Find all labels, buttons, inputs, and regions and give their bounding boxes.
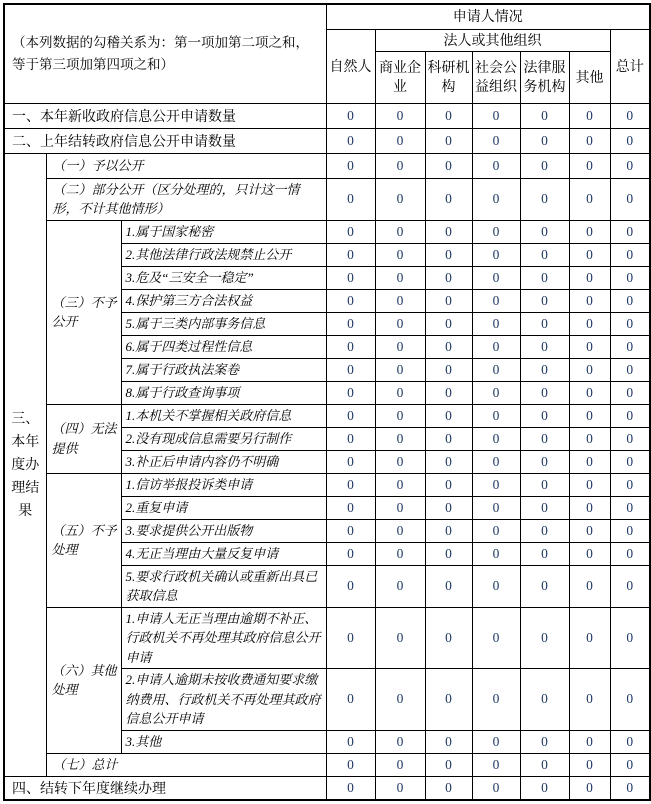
label-not-disclosed-8: 8.属于行政查询事项 xyxy=(121,381,326,404)
value-cell: 0 xyxy=(425,404,472,427)
value-cell: 0 xyxy=(569,381,610,404)
value-cell: 0 xyxy=(472,669,520,731)
value-cell: 0 xyxy=(610,473,650,496)
value-cell: 0 xyxy=(326,669,375,731)
value-cell: 0 xyxy=(520,153,569,178)
value-cell: 0 xyxy=(569,473,610,496)
value-cell: 0 xyxy=(425,358,472,381)
value-cell: 0 xyxy=(569,753,610,776)
value-cell: 0 xyxy=(425,450,472,473)
value-cell: 0 xyxy=(610,128,650,153)
value-cell: 0 xyxy=(425,753,472,776)
label-not-processed-3: 3.要求提供公开出版物 xyxy=(121,519,326,542)
value-cell: 0 xyxy=(326,776,375,800)
value-cell: 0 xyxy=(425,153,472,178)
value-cell: 0 xyxy=(569,519,610,542)
value-cell: 0 xyxy=(610,335,650,358)
value-cell: 0 xyxy=(610,243,650,266)
row-unable-1 xyxy=(4,404,650,427)
value-cell: 0 xyxy=(425,519,472,542)
value-cell: 0 xyxy=(375,473,425,496)
value-cell: 0 xyxy=(610,776,650,800)
header-natural-person: 自然人 xyxy=(326,29,375,103)
header-commercial-enterprise: 商业企业 xyxy=(375,51,425,103)
value-cell: 0 xyxy=(326,178,375,220)
value-cell: 0 xyxy=(569,730,610,753)
row-granted xyxy=(4,153,650,178)
value-cell: 0 xyxy=(472,776,520,800)
value-cell: 0 xyxy=(472,128,520,153)
label-unable-2: 2.没有现成信息需要另行制作 xyxy=(121,427,326,450)
value-cell: 0 xyxy=(425,427,472,450)
value-cell: 0 xyxy=(425,178,472,220)
value-cell: 0 xyxy=(610,753,650,776)
value-cell: 0 xyxy=(425,542,472,565)
value-cell: 0 xyxy=(472,289,520,312)
value-cell: 0 xyxy=(326,153,375,178)
value-cell: 0 xyxy=(472,243,520,266)
value-cell: 0 xyxy=(326,381,375,404)
label-new-requests: 一、本年新收政府信息公开申请数量 xyxy=(4,103,326,128)
value-cell: 0 xyxy=(375,153,425,178)
value-cell: 0 xyxy=(610,496,650,519)
value-cell: 0 xyxy=(425,669,472,731)
value-cell: 0 xyxy=(375,358,425,381)
value-cell: 0 xyxy=(569,153,610,178)
value-cell: 0 xyxy=(326,730,375,753)
value-cell: 0 xyxy=(375,220,425,243)
value-cell: 0 xyxy=(326,128,375,153)
value-cell: 0 xyxy=(326,266,375,289)
value-cell: 0 xyxy=(520,753,569,776)
label-subtotal: （七）总计 xyxy=(46,753,326,776)
value-cell: 0 xyxy=(425,289,472,312)
value-cell: 0 xyxy=(375,335,425,358)
header-research-institution: 科研机构 xyxy=(425,51,472,103)
label-other-processing: （六）其他处理 xyxy=(46,607,121,753)
value-cell: 0 xyxy=(375,496,425,519)
value-cell: 0 xyxy=(472,266,520,289)
value-cell: 0 xyxy=(425,776,472,800)
header-applicant-status: 申请人情况 xyxy=(326,4,650,29)
value-cell: 0 xyxy=(375,565,425,607)
value-cell: 0 xyxy=(326,289,375,312)
label-other-3: 3.其他 xyxy=(121,730,326,753)
value-cell: 0 xyxy=(520,565,569,607)
value-cell: 0 xyxy=(610,669,650,731)
value-cell: 0 xyxy=(520,542,569,565)
value-cell: 0 xyxy=(326,496,375,519)
value-cell: 0 xyxy=(326,607,375,669)
label-unable-3: 3.补正后申请内容仍不明确 xyxy=(121,450,326,473)
label-not-processed-5: 5.要求行政机关确认或重新出具已获取信息 xyxy=(121,565,326,607)
value-cell: 0 xyxy=(425,220,472,243)
value-cell: 0 xyxy=(375,404,425,427)
row-partial xyxy=(4,178,650,220)
value-cell: 0 xyxy=(569,178,610,220)
value-cell: 0 xyxy=(610,519,650,542)
value-cell: 0 xyxy=(375,128,425,153)
label-not-processed: （五）不予处理 xyxy=(46,473,121,607)
value-cell: 0 xyxy=(326,103,375,128)
value-cell: 0 xyxy=(520,178,569,220)
label-not-disclosed-3: 3.危及“三安全一稳定” xyxy=(121,266,326,289)
value-cell: 0 xyxy=(472,178,520,220)
value-cell: 0 xyxy=(425,496,472,519)
value-cell: 0 xyxy=(472,103,520,128)
value-cell: 0 xyxy=(610,103,650,128)
value-cell: 0 xyxy=(610,220,650,243)
value-cell: 0 xyxy=(375,381,425,404)
value-cell: 0 xyxy=(425,381,472,404)
value-cell: 0 xyxy=(472,404,520,427)
value-cell: 0 xyxy=(610,607,650,669)
label-not-disclosed-4: 4.保护第三方合法权益 xyxy=(121,289,326,312)
value-cell: 0 xyxy=(375,730,425,753)
value-cell: 0 xyxy=(472,496,520,519)
row-other-1 xyxy=(4,607,650,669)
value-cell: 0 xyxy=(569,404,610,427)
label-not-processed-1: 1.信访举报投诉类申请 xyxy=(121,473,326,496)
disclosure-request-table xyxy=(3,3,651,801)
value-cell: 0 xyxy=(520,776,569,800)
value-cell: 0 xyxy=(569,128,610,153)
value-cell: 0 xyxy=(472,519,520,542)
value-cell: 0 xyxy=(326,358,375,381)
value-cell: 0 xyxy=(375,542,425,565)
value-cell: 0 xyxy=(326,404,375,427)
label-not-disclosed: （三）不予公开 xyxy=(46,220,121,404)
value-cell: 0 xyxy=(520,669,569,731)
value-cell: 0 xyxy=(425,473,472,496)
label-not-disclosed-2: 2.其他法律行政法规禁止公开 xyxy=(121,243,326,266)
value-cell: 0 xyxy=(472,607,520,669)
label-not-processed-4: 4.无正当理由大量反复申请 xyxy=(121,542,326,565)
value-cell: 0 xyxy=(569,607,610,669)
value-cell: 0 xyxy=(610,730,650,753)
value-cell: 0 xyxy=(520,243,569,266)
value-cell: 0 xyxy=(472,312,520,335)
row-subtotal xyxy=(4,753,650,776)
value-cell: 0 xyxy=(472,358,520,381)
value-cell: 0 xyxy=(569,450,610,473)
label-next-year: 四、结转下年度继续办理 xyxy=(4,776,326,800)
value-cell: 0 xyxy=(472,153,520,178)
value-cell: 0 xyxy=(472,335,520,358)
value-cell: 0 xyxy=(425,128,472,153)
value-cell: 0 xyxy=(375,753,425,776)
header-legal-service-org: 法律服务机构 xyxy=(520,51,569,103)
value-cell: 0 xyxy=(375,669,425,731)
value-cell: 0 xyxy=(569,220,610,243)
label-granted: （一）予以公开 xyxy=(46,153,326,178)
row-not-processed-1 xyxy=(4,473,650,496)
value-cell: 0 xyxy=(520,103,569,128)
value-cell: 0 xyxy=(610,542,650,565)
value-cell: 0 xyxy=(472,427,520,450)
value-cell: 0 xyxy=(569,243,610,266)
value-cell: 0 xyxy=(326,753,375,776)
header-legal-org: 法人或其他组织 xyxy=(375,29,610,51)
value-cell: 0 xyxy=(569,312,610,335)
value-cell: 0 xyxy=(425,607,472,669)
label-not-disclosed-1: 1.属于国家秘密 xyxy=(121,220,326,243)
value-cell: 0 xyxy=(375,450,425,473)
value-cell: 0 xyxy=(520,427,569,450)
value-cell: 0 xyxy=(520,496,569,519)
value-cell: 0 xyxy=(425,335,472,358)
value-cell: 0 xyxy=(520,220,569,243)
value-cell: 0 xyxy=(375,312,425,335)
label-not-processed-2: 2.重复申请 xyxy=(121,496,326,519)
value-cell: 0 xyxy=(520,730,569,753)
value-cell: 0 xyxy=(520,289,569,312)
header-public-welfare-org: 社会公益组织 xyxy=(472,51,520,103)
label-partial: （二）部分公开（区分处理的，只计这一情形，不计其他情形） xyxy=(46,178,326,220)
value-cell: 0 xyxy=(610,312,650,335)
value-cell: 0 xyxy=(375,607,425,669)
value-cell: 0 xyxy=(425,266,472,289)
value-cell: 0 xyxy=(472,450,520,473)
label-not-disclosed-6: 6.属于四类过程性信息 xyxy=(121,335,326,358)
value-cell: 0 xyxy=(520,473,569,496)
value-cell: 0 xyxy=(569,427,610,450)
value-cell: 0 xyxy=(569,669,610,731)
value-cell: 0 xyxy=(326,542,375,565)
value-cell: 0 xyxy=(375,178,425,220)
label-other-1: 1.申请人无正当理由逾期不补正、行政机关不再处理其政府信息公开申请 xyxy=(121,607,326,669)
value-cell: 0 xyxy=(326,519,375,542)
value-cell: 0 xyxy=(610,289,650,312)
value-cell: 0 xyxy=(472,730,520,753)
value-cell: 0 xyxy=(520,381,569,404)
label-not-disclosed-7: 7.属于行政执法案卷 xyxy=(121,358,326,381)
value-cell: 0 xyxy=(425,730,472,753)
table-note: （本列数据的勾稽关系为：第一项加第二项之和，等于第三项加第四项之和） xyxy=(4,4,326,103)
label-unable-1: 1.本机关不掌握相关政府信息 xyxy=(121,404,326,427)
value-cell: 0 xyxy=(569,496,610,519)
value-cell: 0 xyxy=(472,220,520,243)
value-cell: 0 xyxy=(472,473,520,496)
value-cell: 0 xyxy=(520,607,569,669)
value-cell: 0 xyxy=(520,312,569,335)
value-cell: 0 xyxy=(375,776,425,800)
label-unable-to-provide: （四）无法提供 xyxy=(46,404,121,473)
value-cell: 0 xyxy=(375,103,425,128)
value-cell: 0 xyxy=(610,450,650,473)
value-cell: 0 xyxy=(326,243,375,266)
value-cell: 0 xyxy=(375,519,425,542)
value-cell: 0 xyxy=(569,776,610,800)
value-cell: 0 xyxy=(569,565,610,607)
value-cell: 0 xyxy=(610,404,650,427)
value-cell: 0 xyxy=(610,178,650,220)
label-other-2: 2.申请人逾期未按收费通知要求缴纳费用、行政机关不再处理其政府信息公开申请 xyxy=(121,669,326,731)
value-cell: 0 xyxy=(375,289,425,312)
value-cell: 0 xyxy=(425,312,472,335)
value-cell: 0 xyxy=(472,381,520,404)
row-next-year xyxy=(4,776,650,800)
value-cell: 0 xyxy=(569,542,610,565)
label-not-disclosed-5: 5.属于三类内部事务信息 xyxy=(121,312,326,335)
value-cell: 0 xyxy=(326,312,375,335)
value-cell: 0 xyxy=(472,565,520,607)
label-carried-over: 二、上年结转政府信息公开申请数量 xyxy=(4,128,326,153)
value-cell: 0 xyxy=(375,243,425,266)
value-cell: 0 xyxy=(610,381,650,404)
header-total: 总计 xyxy=(610,29,650,103)
value-cell: 0 xyxy=(610,266,650,289)
value-cell: 0 xyxy=(520,128,569,153)
row-new-requests xyxy=(4,103,650,128)
value-cell: 0 xyxy=(375,427,425,450)
label-annual-results: 三、本年度办理结果 xyxy=(4,153,46,776)
value-cell: 0 xyxy=(569,103,610,128)
value-cell: 0 xyxy=(610,358,650,381)
value-cell: 0 xyxy=(472,542,520,565)
value-cell: 0 xyxy=(569,289,610,312)
value-cell: 0 xyxy=(520,266,569,289)
value-cell: 0 xyxy=(425,103,472,128)
header-other-org: 其他 xyxy=(569,51,610,103)
value-cell: 0 xyxy=(425,243,472,266)
value-cell: 0 xyxy=(425,565,472,607)
value-cell: 0 xyxy=(375,266,425,289)
value-cell: 0 xyxy=(520,519,569,542)
value-cell: 0 xyxy=(520,335,569,358)
value-cell: 0 xyxy=(326,450,375,473)
value-cell: 0 xyxy=(326,565,375,607)
value-cell: 0 xyxy=(520,404,569,427)
value-cell: 0 xyxy=(610,427,650,450)
value-cell: 0 xyxy=(569,335,610,358)
row-not-disclosed-1 xyxy=(4,220,650,243)
value-cell: 0 xyxy=(569,266,610,289)
value-cell: 0 xyxy=(569,358,610,381)
value-cell: 0 xyxy=(326,220,375,243)
value-cell: 0 xyxy=(520,450,569,473)
value-cell: 0 xyxy=(326,335,375,358)
value-cell: 0 xyxy=(326,473,375,496)
value-cell: 0 xyxy=(326,427,375,450)
value-cell: 0 xyxy=(472,753,520,776)
value-cell: 0 xyxy=(520,358,569,381)
value-cell: 0 xyxy=(610,565,650,607)
value-cell: 0 xyxy=(610,153,650,178)
row-carried-over xyxy=(4,128,650,153)
